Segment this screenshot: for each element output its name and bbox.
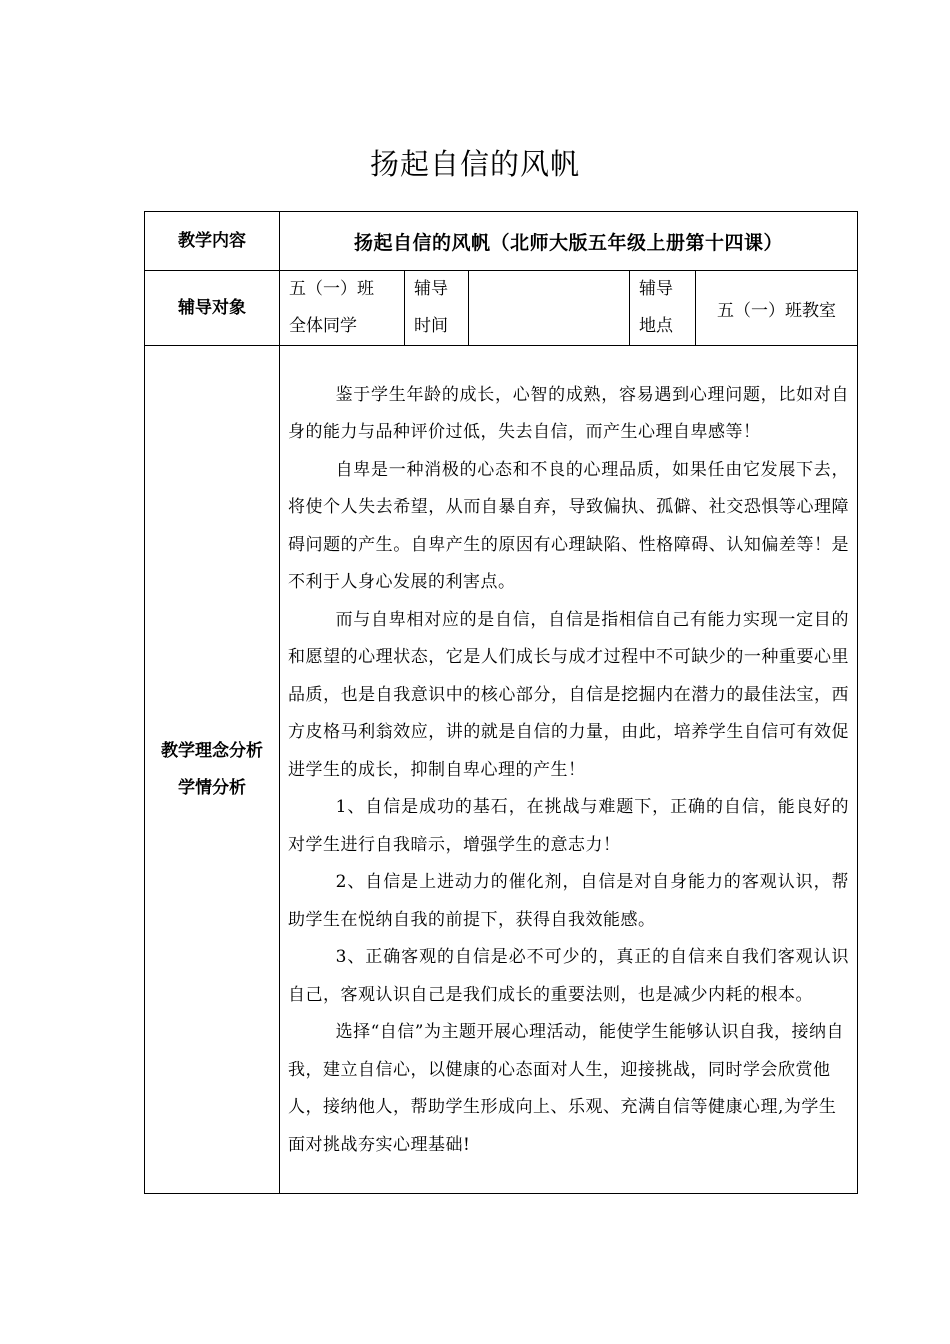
analysis-paragraph: 而与自卑相对应的是自信，自信是指相信自己有能力实现一定目的和愿望的心理状态，它是人们成长与成才过程中不可缺少的一种重要心里品质，也是自我意识中的核心部分，自信是挖掘内在潜力的最佳法宝，西方皮格马利翁效应，讲的就是自信的力量，由此，培养学生自信可有效促进学生的成长，抑制自卑心理的产生！	[288, 609, 850, 780]
counseling-time-label	[405, 271, 469, 346]
place-label-line-2: 地点	[639, 316, 673, 336]
analysis-paragraph: 1、自信是成功的基石，在挑战与难题下，正确的自信，能良好的对学生进行自我暗示，增强学生的意志力！	[288, 797, 850, 855]
row-teaching-content	[145, 212, 858, 271]
teaching-content-label: 教学内容	[145, 212, 280, 271]
place-label-line-1: 辅导	[639, 279, 673, 299]
row-counseling-target	[145, 271, 858, 346]
analysis-content	[280, 346, 858, 1194]
analysis-paragraph: 选择“自信”为主题开展心理活动，能使学生能够认识自我，接纳自我，建立自信心，以健康的心态面对人生，迎接挑战，同时学会欣赏他人，接纳他人，帮助学生形成向上、乐观、充满自信等健康心理,为学生面对挑战夯实心理基础!	[288, 1022, 844, 1155]
time-label-line-1: 辅导	[414, 279, 448, 299]
page-title: 扬起自信的风帆	[369, 147, 580, 181]
analysis-paragraph: 3、正确客观的自信是必不可少的，真正的自信来自我们客观认识自己，客观认识自己是我们成长的重要法则，也是减少内耗的根本。	[288, 947, 850, 1005]
counseling-target-value	[280, 271, 405, 346]
counseling-target-label: 辅导对象	[145, 271, 280, 346]
counseling-place-label	[630, 271, 696, 346]
lesson-plan-table	[144, 211, 858, 1194]
teaching-content-value: 扬起自信的风帆（北师大版五年级上册第十四课）	[280, 212, 858, 271]
counseling-time-value	[469, 271, 630, 346]
analysis-label-line-1: 教学理念分析	[161, 740, 263, 761]
row-analysis	[145, 346, 858, 1194]
analysis-paragraph: 自卑是一种消极的心态和不良的心理品质，如果任由它发展下去，将使个人失去希望，从而自暴自弃，导致偏执、孤僻、社交恐惧等心理障碍问题的产生。自卑产生的原因有心理缺陷、性格障碍、认知偏差等！是不利于人身心发展的利害点。	[288, 459, 850, 593]
time-label-line-2: 时间	[414, 316, 448, 336]
analysis-paragraph: 鉴于学生年龄的成长，心智的成熟，容易遇到心理问题，比如对自身的能力与品种评价过低，失去自信，而产生心理自卑感等！	[288, 384, 850, 443]
target-line-1: 五（一）班	[289, 279, 374, 299]
target-line-2: 全体同学	[289, 316, 357, 336]
analysis-paragraph: 2、自信是上进动力的催化剂，自信是对自身能力的客观认识，帮助学生在悦纳自我的前提下，获得自我效能感。	[288, 872, 850, 930]
analysis-label-line-2: 学情分析	[178, 777, 246, 798]
counseling-place-value: 五（一）班教室	[696, 271, 858, 346]
analysis-label	[145, 346, 280, 1194]
